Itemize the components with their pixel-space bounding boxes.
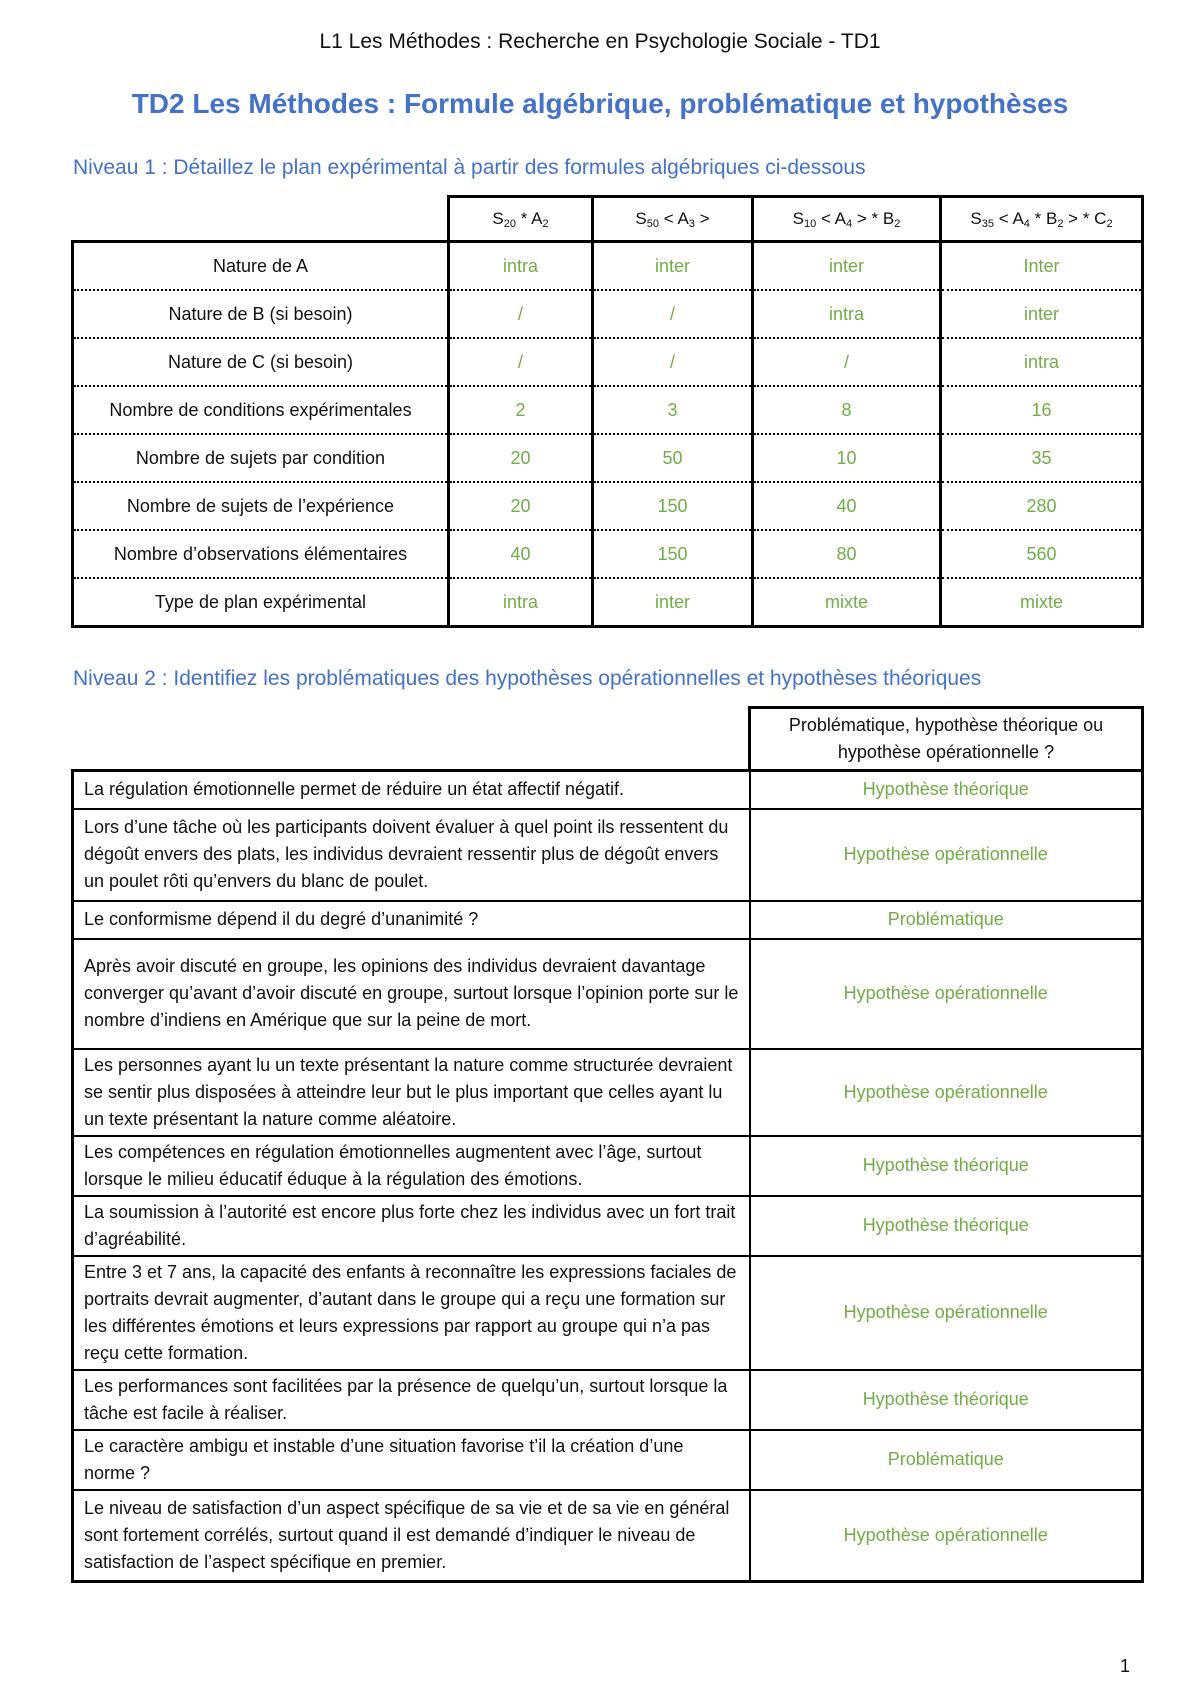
experimental-plan-table	[71, 195, 1144, 628]
answer-cell: Hypothèse théorique	[750, 771, 1143, 809]
table-row	[73, 939, 1143, 1049]
row-label: Nature de B (si besoin)	[73, 290, 449, 338]
table-row	[73, 1430, 1143, 1490]
cell-value: 560	[941, 530, 1143, 578]
cell-value: 20	[449, 482, 593, 530]
document-title: TD2 Les Méthodes : Formule algébrique, problématique et hypothèses	[131, 88, 1069, 119]
row-label: Nature de A	[73, 242, 449, 291]
statement-cell: Lors d’une tâche où les participants doivent évaluer à quel point ils ressentent du dégoût envers des plats, les individus devraient ressentir plus de dégoût envers un poulet rôti qu’envers du blanc de poulet.	[73, 809, 750, 901]
cell-value: Inter	[941, 242, 1143, 291]
table-row	[73, 1049, 1143, 1136]
answer-cell: Hypothèse opérationnelle	[750, 1490, 1143, 1582]
cell-value: inter	[753, 242, 941, 291]
row-label: Nombre de sujets de l’expérience	[73, 482, 449, 530]
cell-value: intra	[941, 338, 1143, 386]
page-number: 1	[1120, 1656, 1131, 1676]
table1-header-row	[73, 197, 1143, 242]
table-row	[73, 1256, 1143, 1370]
answer-cell: Problématique	[750, 1430, 1143, 1490]
cell-value: 40	[753, 482, 941, 530]
cell-value: 50	[593, 434, 753, 482]
formula-header: $S_{50} < A_3$ >	[593, 197, 753, 242]
cell-value: mixte	[753, 578, 941, 627]
row-label: Type de plan expérimental	[73, 578, 449, 627]
answer-cell: Hypothèse théorique	[750, 1370, 1143, 1430]
cell-value: 80	[753, 530, 941, 578]
statement-cell: Le niveau de satisfaction d’un aspect spécifique de sa vie et de sa vie en général sont fortement corrélés, surtout quand il est demandé d’indiquer le niveau de satisfaction de l’aspect spécifique en premier.	[73, 1490, 750, 1582]
answer-cell: Hypothèse opérationnelle	[750, 1256, 1143, 1370]
table1-corner	[73, 197, 449, 242]
cell-value: /	[593, 290, 753, 338]
statement-cell: Entre 3 et 7 ans, la capacité des enfants à reconnaître les expressions faciales de portraits devrait augmenter, d’autant dans le groupe qui a reçu une formation sur les différentes émotions et leurs expressions par rapport au groupe qui n’a pas reçu cette formation.	[73, 1256, 750, 1370]
table2-header-row	[73, 708, 1143, 771]
table-row	[73, 530, 1143, 578]
level1-heading: Niveau 1 : Détaillez le plan expérimental à partir des formules algébriques ci-dessous	[73, 156, 866, 179]
cell-value: inter	[593, 242, 753, 291]
cell-value: 20	[449, 434, 593, 482]
cell-value: 150	[593, 530, 753, 578]
cell-value: /	[753, 338, 941, 386]
answer-cell: Hypothèse opérationnelle	[750, 809, 1143, 901]
row-label: Nature de C (si besoin)	[73, 338, 449, 386]
table-row	[73, 1370, 1143, 1430]
cell-value: 150	[593, 482, 753, 530]
table-row	[73, 242, 1143, 291]
cell-value: intra	[753, 290, 941, 338]
statement-cell: Le caractère ambigu et instable d’une situation favorise t’il la création d’une norme ?	[73, 1430, 750, 1490]
row-label: Nombre d’observations élémentaires	[73, 530, 449, 578]
table-row	[73, 482, 1143, 530]
cell-value: inter	[941, 290, 1143, 338]
level2-heading: Niveau 2 : Identifiez les problématiques des hypothèses opérationnelles et hypothèses théoriques	[73, 667, 982, 690]
answer-cell: Hypothèse opérationnelle	[750, 1049, 1143, 1136]
table2-corner	[73, 708, 750, 771]
cell-value: intra	[449, 578, 593, 627]
table-row	[73, 386, 1143, 434]
cell-value: inter	[593, 578, 753, 627]
answer-cell: Hypothèse théorique	[750, 1136, 1143, 1196]
table-row	[73, 434, 1143, 482]
formula-header: $S_{10} < A_4$ > * $B_2$	[753, 197, 941, 242]
row-label: Nombre de sujets par condition	[73, 434, 449, 482]
table-row	[73, 1490, 1143, 1582]
table-row	[73, 809, 1143, 901]
column-header: Problématique, hypothèse théorique ou hypothèse opérationnelle ?	[750, 708, 1143, 771]
table-row	[73, 1196, 1143, 1256]
cell-value: intra	[449, 242, 593, 291]
table-row	[73, 1136, 1143, 1196]
statement-cell: Après avoir discuté en groupe, les opinions des individus devraient davantage converger qu’avant d’avoir discuté en groupe, surtout lorsque l’opinion porte sur le nombre d’indiens en Amérique que sur la peine de mort.	[73, 939, 750, 1049]
cell-value: 8	[753, 386, 941, 434]
statement-cell: Les performances sont facilitées par la présence de quelqu’un, surtout lorsque la tâche est facile à réaliser.	[73, 1370, 750, 1430]
answer-cell: Hypothèse théorique	[750, 1196, 1143, 1256]
formula-header: $S_{20} * A_2$	[449, 197, 593, 242]
statement-cell: Les compétences en régulation émotionnelles augmentent avec l’âge, surtout lorsque le milieu éducatif éduque à la régulation des émotions.	[73, 1136, 750, 1196]
table-row	[73, 771, 1143, 809]
cell-value: 40	[449, 530, 593, 578]
hypotheses-table	[71, 706, 1144, 1583]
header-line: L1 Les Méthodes : Recherche en Psychologie Sociale - TD1	[319, 30, 881, 53]
statement-cell: La soumission à l’autorité est encore plus forte chez les individus avec un fort trait d’agréabilité.	[73, 1196, 750, 1256]
cell-value: 2	[449, 386, 593, 434]
statement-cell: Le conformisme dépend il du degré d’unanimité ?	[73, 901, 750, 939]
table-row	[73, 901, 1143, 939]
cell-value: /	[593, 338, 753, 386]
table-row	[73, 578, 1143, 627]
statement-cell: La régulation émotionnelle permet de réduire un état affectif négatif.	[73, 771, 750, 809]
cell-value: 10	[753, 434, 941, 482]
row-label: Nombre de conditions expérimentales	[73, 386, 449, 434]
cell-value: 16	[941, 386, 1143, 434]
table-row	[73, 338, 1143, 386]
cell-value: 35	[941, 434, 1143, 482]
formula-header: $S_{35} < A_4 * B_2$ > * $C_2$	[941, 197, 1143, 242]
answer-cell: Problématique	[750, 901, 1143, 939]
statement-cell: Les personnes ayant lu un texte présentant la nature comme structurée devraient se sentir plus disposées à atteindre leur but le plus important que celles ayant lu un texte présentant la nature comme aléatoire.	[73, 1049, 750, 1136]
answer-cell: Hypothèse opérationnelle	[750, 939, 1143, 1049]
cell-value: 3	[593, 386, 753, 434]
cell-value: /	[449, 338, 593, 386]
cell-value: 280	[941, 482, 1143, 530]
cell-value: mixte	[941, 578, 1143, 627]
table-row	[73, 290, 1143, 338]
cell-value: /	[449, 290, 593, 338]
